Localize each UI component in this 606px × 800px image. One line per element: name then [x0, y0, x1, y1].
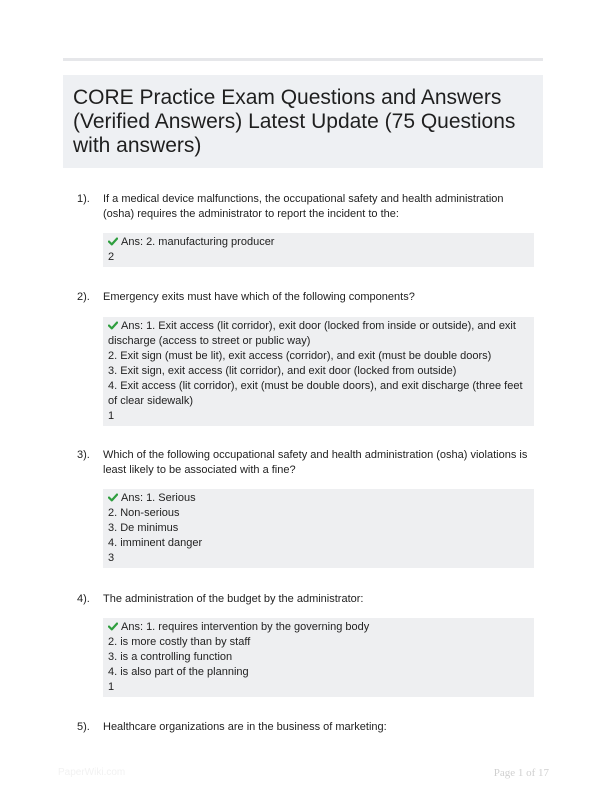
- answer-line: 3. De minimus: [108, 522, 179, 534]
- answer-line: 3. Exit sign, exit access (lit corridor), and exit door (locked from outside): [108, 365, 457, 377]
- check-icon: [108, 493, 118, 502]
- answer-line: 4. imminent danger: [108, 537, 203, 549]
- footer-watermark: PaperWiki.com: [58, 767, 126, 778]
- check-icon: [108, 237, 118, 246]
- check-icon: [108, 622, 118, 631]
- question-number: 4).: [77, 593, 90, 605]
- answer-line: Ans: 2. manufacturing producer: [108, 235, 528, 250]
- document-title: CORE Practice Exam Questions and Answers (Verified Answers) Latest Update (75 Questions with answers): [73, 86, 516, 157]
- title-banner: [63, 75, 543, 168]
- question-number: 3).: [77, 449, 90, 461]
- answer-box: [103, 233, 534, 267]
- answer-line: 2. Non-serious: [108, 507, 180, 519]
- question-number: 5).: [77, 721, 90, 733]
- answer-key: 1: [108, 681, 115, 693]
- answer-key: 1: [108, 410, 115, 422]
- answer-key: 3: [108, 552, 115, 564]
- answer-key: 2: [108, 251, 115, 263]
- answer-line: 2. is more costly than by staff: [108, 636, 251, 648]
- answer-line: Ans: 1. Exit access (lit corridor), exit door (locked from inside or outside), and exit discharge (access to street or public way): [108, 320, 516, 347]
- top-divider: [63, 58, 543, 61]
- answer-line: 2. Exit sign (must be lit), exit access (corridor), and exit (must be double doors): [108, 350, 492, 362]
- page-indicator: Page 1 of 17: [493, 767, 549, 779]
- question-text: Healthcare organizations are in the business of marketing:: [103, 721, 387, 733]
- answer-box: [103, 618, 534, 697]
- answer-line: Ans: 1. Serious: [108, 491, 528, 506]
- answer-box: [103, 489, 534, 568]
- answer-line: 4. is also part of the planning: [108, 666, 249, 678]
- answer-line: Ans: 1. requires intervention by the governing body: [108, 620, 528, 635]
- answer-line: 4. Exit access (lit corridor), exit (must be double doors), and exit discharge (three feet of clear sidewalk): [108, 380, 523, 407]
- question-number: 1).: [77, 193, 90, 205]
- answer-line: 3. is a controlling function: [108, 651, 233, 663]
- answer-box: [103, 317, 534, 426]
- check-icon: [108, 321, 118, 330]
- question-text: If a medical device malfunctions, the occupational safety and health administration (osha) requires the administrator to report the incident to the:: [103, 193, 504, 220]
- question-text: Which of the following occupational safety and health administration (osha) violations is least likely to be associated with a fine?: [103, 449, 528, 476]
- question-text: Emergency exits must have which of the following components?: [103, 291, 415, 303]
- question-number: 2).: [77, 291, 90, 303]
- question-text: The administration of the budget by the administrator:: [103, 593, 364, 605]
